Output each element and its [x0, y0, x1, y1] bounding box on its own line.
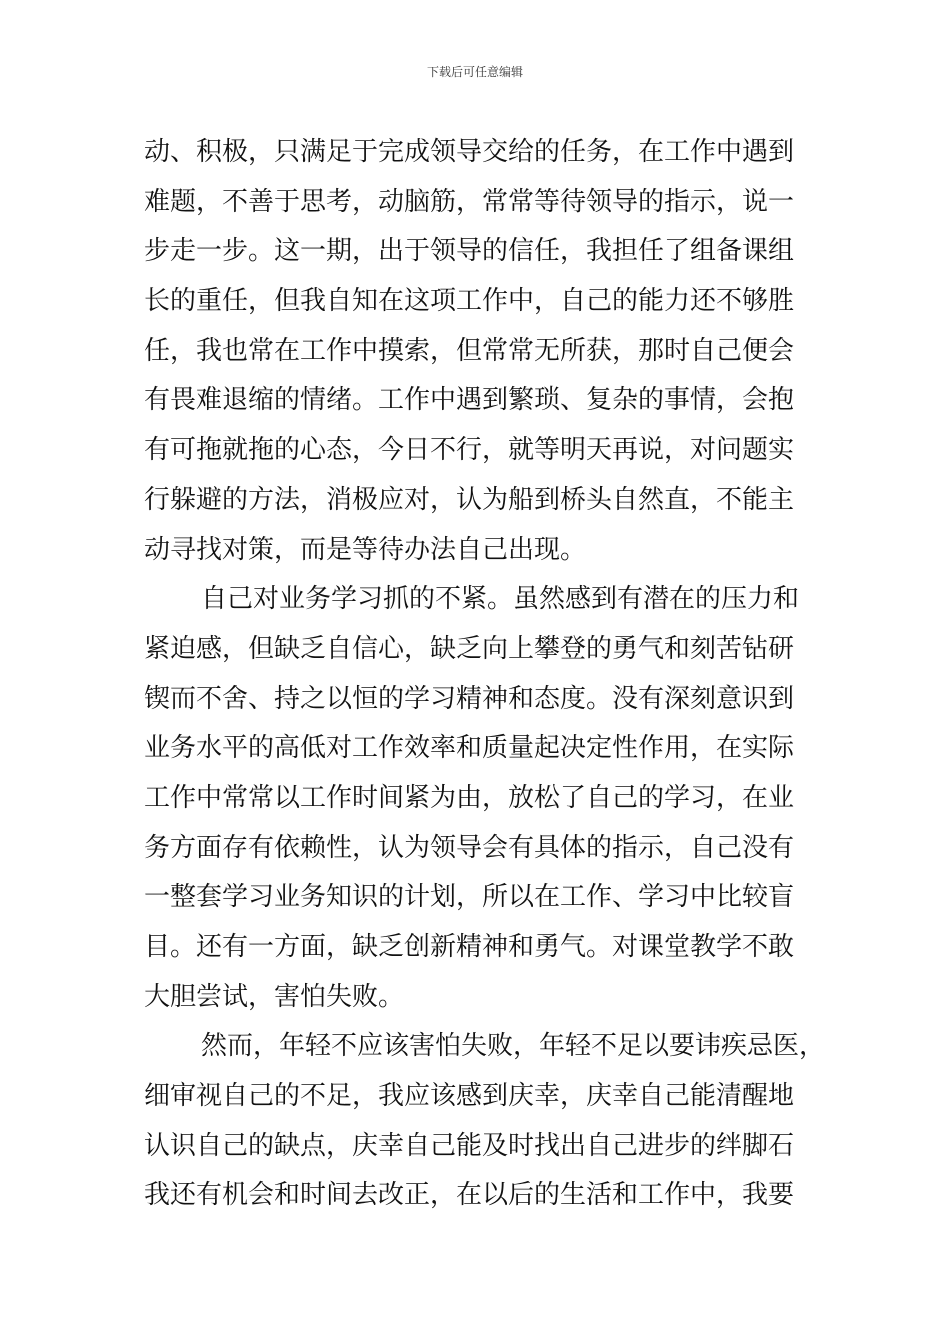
page-header: 下载后可任意编辑 [426, 65, 523, 79]
text-line: 务方面存有依赖性，认为领导会有具体的指示，自己没有 [144, 832, 795, 863]
text-line: 行躲避的方法，消极应对，认为船到桥头自然直，不能主 [144, 484, 795, 515]
text-line: 我还有机会和时间去改正，在以后的生活和工作中，我要 [144, 1180, 795, 1211]
text-line: 一整套学习业务知识的计划，所以在工作、学习中比较盲 [144, 882, 795, 913]
text-line: 锲而不舍、持之以恒的学习精神和态度。没有深刻意识到 [144, 683, 795, 714]
body-text [144, 128, 824, 1221]
text-line: 业务水平的高低对工作效率和质量起决定性作用，在实际 [144, 733, 795, 764]
text-line: 认识自己的缺点，庆幸自己能及时找出自己进步的绊脚石 [144, 1130, 795, 1161]
text-line: 有可拖就拖的心态，今日不行，就等明天再说，对问题实 [144, 435, 795, 466]
text-line: 紧迫感，但缺乏自信心，缺乏向上攀登的勇气和刻苦钻研 [144, 633, 795, 664]
text-line: 动寻找对策，而是等待办法自己出现。 [144, 534, 587, 565]
text-line: 任，我也常在工作中摸索，但常常无所获，那时自己便会 [144, 335, 795, 366]
text-line: 目。还有一方面，缺乏创新精神和勇气。对课堂教学不敢 [144, 932, 795, 962]
text-line: 工作中常常以工作时间紧为由，放松了自己的学习，在业 [144, 782, 795, 813]
paragraph-start-line: 然而，年轻不应该害怕失败，年轻不足以要讳疾忌医， [201, 1031, 826, 1062]
text-line: 长的重任，但我自知在这项工作中，自己的能力还不够胜 [144, 286, 795, 317]
text-line: 动、积极，只满足于完成领导交给的任务，在工作中遇到 [144, 137, 795, 167]
paragraph-start-line: 自己对业务学习抓的不紧。虽然感到有潜在的压力和 [201, 584, 800, 615]
text-line: 细审视自己的不足，我应该感到庆幸，庆幸自己能清醒地 [144, 1081, 795, 1112]
text-line: 有畏难退缩的情绪。工作中遇到繁琐、复杂的事情，会抱 [144, 385, 795, 416]
text-line: 步走一步。这一期，出于领导的信任，我担任了组备课组 [144, 236, 795, 267]
text-line: 难题，不善于思考，动脑筋，常常等待领导的指示，说一 [144, 186, 795, 217]
text-line: 大胆尝试，害怕失败。 [144, 981, 405, 1012]
